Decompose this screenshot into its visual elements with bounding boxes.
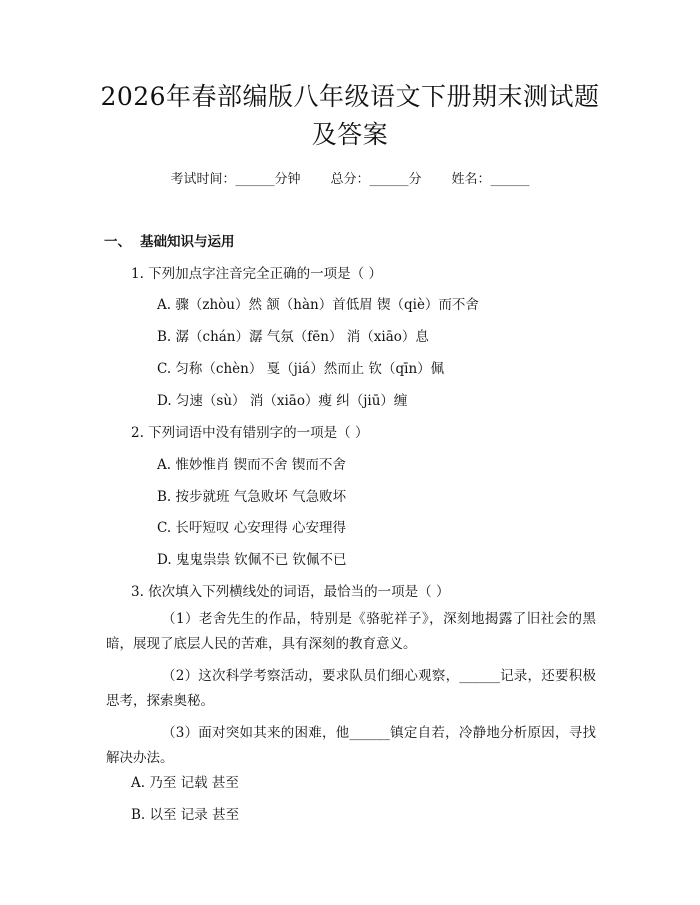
- question-2-stem: 2. 下列词语中没有错别字的一项是（ ）: [131, 425, 369, 441]
- question-3-stem: 3. 依次填入下列横线处的词语，最恰当的一项是（ ）: [131, 584, 450, 600]
- question-1-option-d: D. 匀速（sù） 消（xiāo）瘦 纠（jiū）缠: [157, 393, 408, 409]
- question-3-option-b: B. 以至 记录 甚至: [131, 807, 240, 823]
- question-3-paragraph-3: （3）面对突如其来的困难，他______镇定自若，冷静地分析原因，寻找解决办法。: [106, 725, 596, 766]
- question-3-paragraph-2: （2）这次科学考察活动，要求队员们细心观察，______记录，还要积极思考，探索奥秘。: [106, 668, 596, 709]
- question-3-option-a: A. 乃至 记载 甚至: [131, 775, 239, 791]
- question-3-paragraph-1: （1）老舍先生的作品，特别是《骆驼祥子》，深刻地揭露了旧社会的黑暗，展现了底层人民的苦难，具有深刻的教育意义。: [106, 611, 596, 652]
- question-2-option-d: D. 鬼鬼祟祟 钦佩不已 钦佩不已: [157, 552, 347, 568]
- exam-time: 考试时间：______分钟: [170, 172, 301, 187]
- student-name: 姓名：______: [451, 172, 530, 187]
- question-1-option-c: C. 匀称（chèn） 戛（jiá）然而止 钦（qīn）佩: [157, 361, 445, 377]
- question-1-option-b: B. 潺（chán）潺 气氛（fēn） 消（xiāo）息: [157, 329, 429, 345]
- exam-score: 总分：______分: [330, 172, 422, 187]
- exam-meta: [0, 168, 700, 187]
- question-1-option-a: A. 骤（zhòu）然 颔（hàn）首低眉 锲（qiè）而不舍: [157, 297, 479, 313]
- question-2-option-c: C. 长吁短叹 心安理得 心安理得: [157, 520, 347, 536]
- question-2-option-b: B. 按步就班 气急败坏 气急败坏: [157, 489, 347, 505]
- section-number: 一、: [104, 234, 131, 250]
- section-heading: [104, 230, 235, 250]
- page-title: 2026年春部编版八年级语文下册期末测试题及答案: [100, 82, 600, 149]
- question-2-option-a: A. 惟妙惟肖 锲而不舍 锲而不舍: [157, 457, 346, 473]
- question-1-stem: 1. 下列加点字注音完全正确的一项是（ ）: [131, 266, 382, 282]
- section-title: 基础知识与运用: [140, 234, 235, 250]
